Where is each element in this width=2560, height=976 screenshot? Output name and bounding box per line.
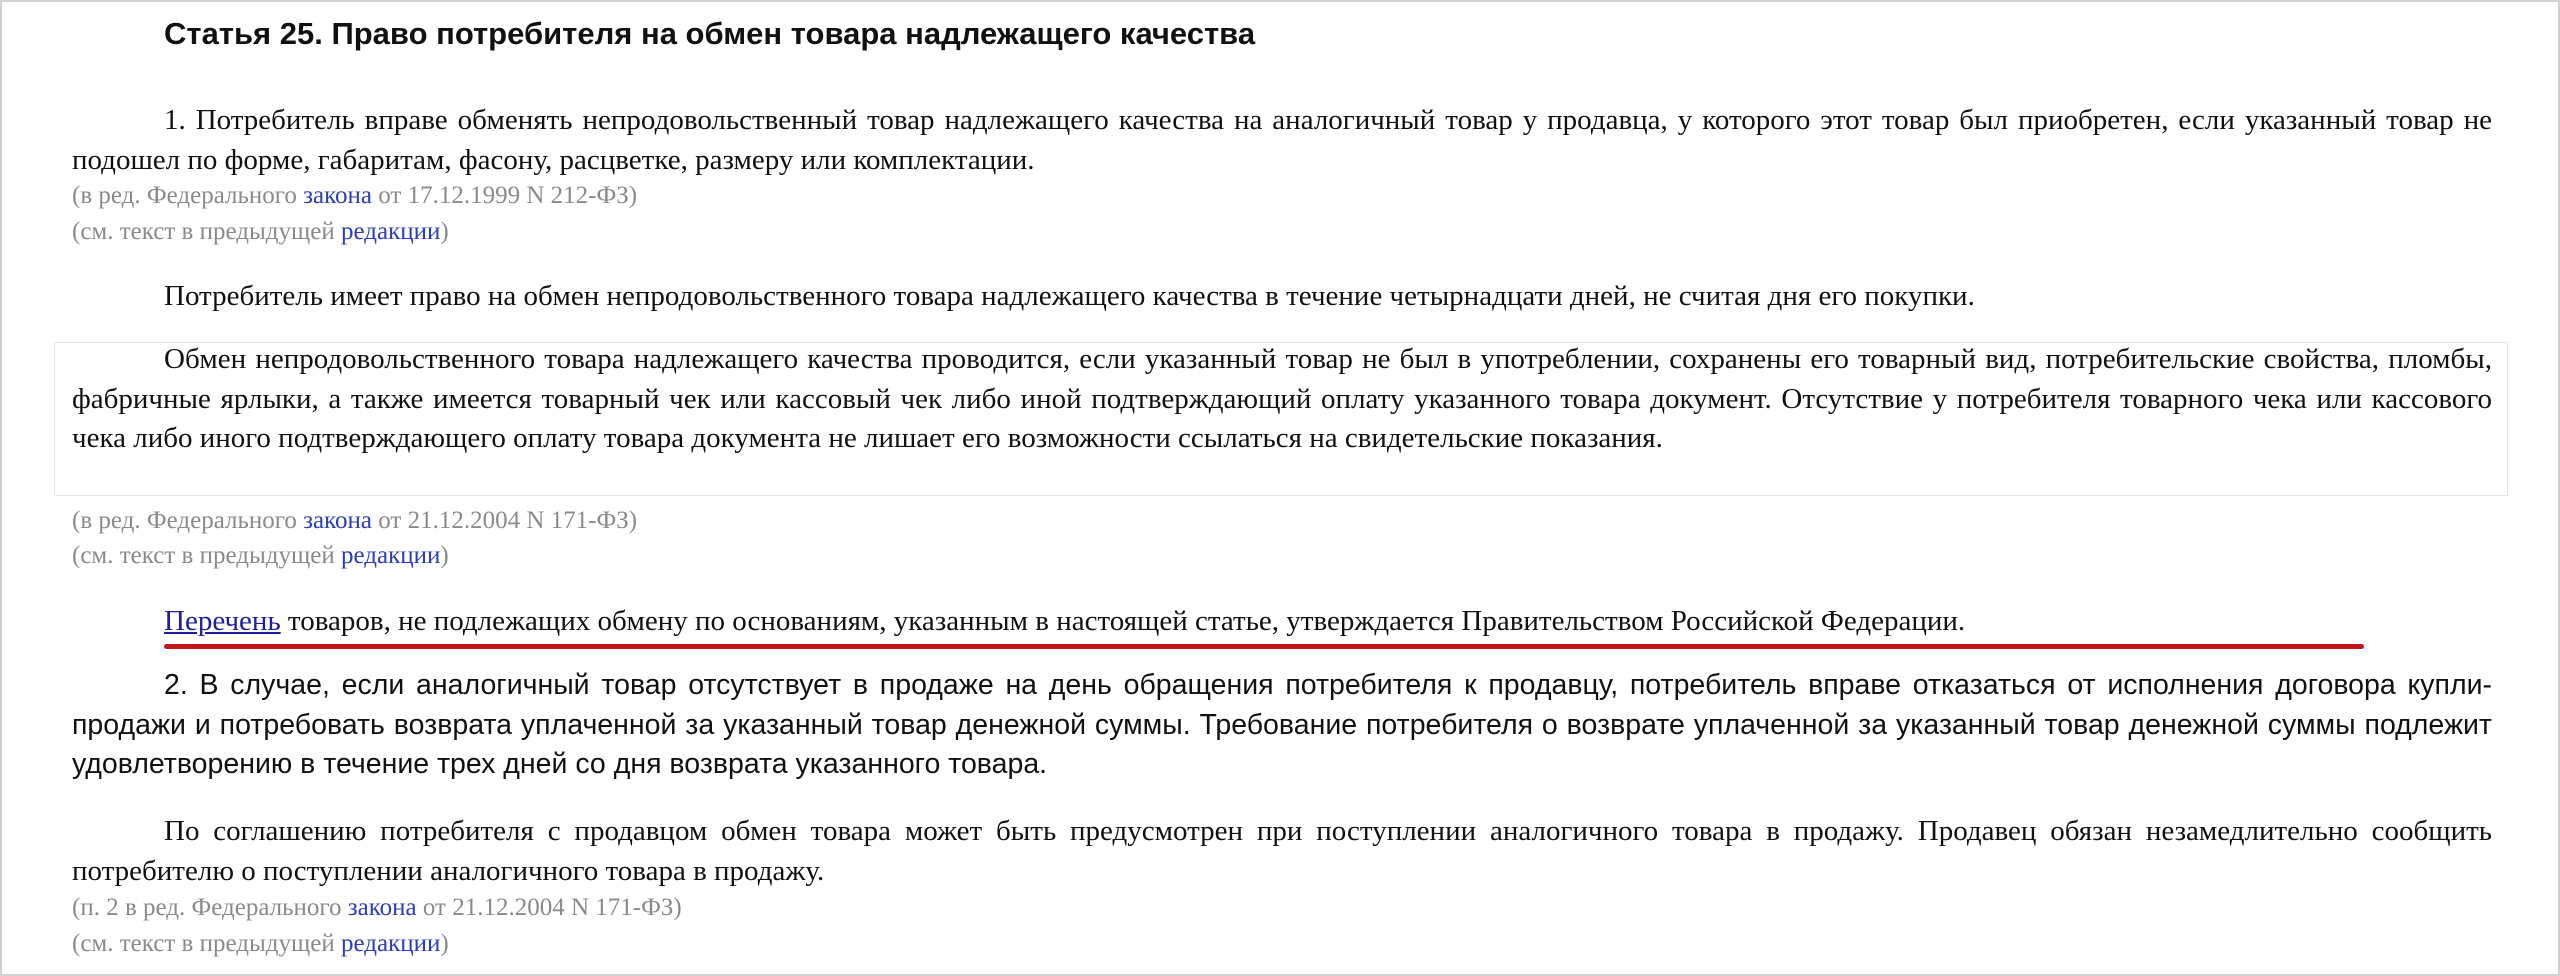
- article-title: Статья 25. Право потребителя на обмен товара надлежащего качества: [164, 16, 1256, 51]
- paragraph-1: 1. Потребитель вправе обменять непродовольственный товар надлежащего качества на аналогичный товар у продавца, у которого этот товар был приобретен, если указанный товар не подошел по форме, габаритам, фасону, расцветке, размеру или комплектации.: [72, 104, 2492, 176]
- note-text: ): [440, 218, 449, 245]
- edition-link-3[interactable]: редакции: [340, 542, 441, 569]
- law-link-1[interactable]: закона: [303, 182, 372, 209]
- paragraph-5: 2. В случае, если аналогичный товар отсутствует в продаже на день обращения потребителя к продавцу, потребитель вправе отказаться от исполнения договора купли-продажи и потребовать возврата уплаченной за указанный товар денежной суммы. Требование потребителя о возврате уплаченной за указанный товар денежной суммы подлежит удовлетворению в течение трех дней со дня возврата указанного товара.: [72, 669, 2492, 780]
- note-text: (см. текст в предыдущей: [72, 218, 341, 245]
- note-text: ): [440, 542, 449, 569]
- edition-note-3: [72, 504, 637, 538]
- note-text: (в ред. Федерального: [72, 507, 304, 534]
- note-text: (п. 2 в ред. Федерального: [72, 894, 348, 921]
- note-text: ): [440, 930, 449, 957]
- list-link[interactable]: Перечень: [164, 605, 281, 637]
- law-link-6[interactable]: закона: [347, 894, 417, 921]
- note-text: (в ред. Федерального: [72, 182, 304, 209]
- previous-edition-note-1: [72, 215, 449, 249]
- edition-note-1: [72, 179, 637, 213]
- law-link-3[interactable]: закона: [303, 507, 372, 534]
- note-text: (см. текст в предыдущей: [72, 542, 341, 569]
- note-text: (см. текст в предыдущей: [72, 930, 341, 957]
- paragraph-4: [72, 602, 2492, 642]
- paragraph-2: Потребитель имеет право на обмен непродовольственного товара надлежащего качества в течение четырнадцати дней, не считая дня его покупки.: [164, 280, 1975, 312]
- previous-edition-note-3: [72, 539, 449, 573]
- edition-link-6[interactable]: редакции: [340, 930, 441, 957]
- paragraph-3: Обмен непродовольственного товара надлежащего качества проводится, если указанный товар не был в употреблении, сохранены его товарный вид, потребительские свойства, пломбы, фабричные ярлыки, а также имеется товарный чек или кассовый чек либо иной подтверждающий оплату указанного товара документ. Отсутствие у потребителя товарного чека или кассового чека либо иного подтверждающего оплату товара документа не лишает его возможности ссылаться на свидетельские показания.: [72, 343, 2492, 454]
- note-text: от 21.12.2004 N 171-ФЗ): [416, 894, 682, 921]
- red-underline-mark: [164, 644, 2364, 649]
- edition-link-1[interactable]: редакции: [340, 218, 441, 245]
- paragraph-6: По соглашению потребителя с продавцом обмен товара может быть предусмотрен при поступлении аналогичного товара в продажу. Продавец обязан незамедлительно сообщить потребителю о поступлении аналогичного товара в продажу.: [72, 815, 2492, 887]
- previous-edition-note-6: [72, 927, 449, 961]
- note-text: от 21.12.2004 N 171-ФЗ): [371, 507, 638, 534]
- note-text: от 17.12.1999 N 212-ФЗ): [371, 182, 638, 209]
- edition-note-6: [72, 891, 682, 925]
- paragraph-4-text: товаров, не подлежащих обмену по основаниям, указанным в настоящей статье, утверждается Правительством Российской Федерации.: [280, 605, 1966, 637]
